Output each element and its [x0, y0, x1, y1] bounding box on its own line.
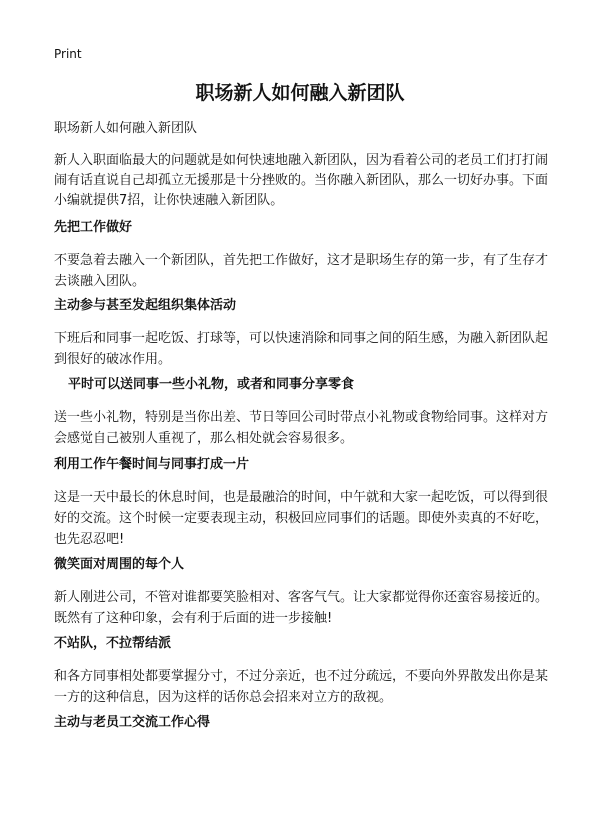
section-1	[54, 219, 548, 292]
section-2	[54, 297, 548, 370]
article-subtitle: 职场新人如何融入新团队	[54, 121, 198, 136]
section-body: 下班后和同事一起吃饭、打球等，可以快速消除和同事之间的陌生感，为融入新团队起到很好的破冰作用。	[54, 331, 549, 367]
section-7	[54, 714, 548, 732]
section-body: 新人刚进公司，不管对谁都要笑脸相对、客客气气。让大家都觉得你还蛮容易接近的。既然有了这种印象，会有利于后面的进一步接触!	[54, 590, 549, 626]
section-4	[54, 456, 548, 550]
section-body: 送一些小礼物，特别是当你出差、节日等回公司时带点小礼物或食物给同事。这样对方会感觉自己被别人重视了，那么相处就会容易很多。	[54, 410, 549, 446]
section-heading: 主动参与甚至发起组织集体活动	[54, 298, 237, 313]
section-heading: 微笑面对周围的每个人	[54, 557, 185, 572]
section-heading: 主动与老员工交流工作心得	[54, 715, 211, 730]
print-link[interactable]: Print	[54, 47, 82, 61]
section-6	[54, 635, 548, 708]
section-heading: 先把工作做好	[54, 220, 133, 235]
section-3	[54, 376, 548, 449]
section-heading: 利用工作午餐时间与同事打成一片	[54, 457, 250, 472]
section-heading: 不站队，不拉帮结派	[54, 636, 172, 651]
page-title: 职场新人如何融入新团队	[195, 82, 405, 104]
section-body: 和各方同事相处都要掌握分寸，不过分亲近，也不过分疏远，不要向外界散发出你是某一方的这种信息，因为这样的话你总会招来对立方的敌视。	[54, 669, 549, 705]
article-intro: 新人入职面临最大的问题就是如何快速地融入新团队，因为看着公司的老员工们打打闹闹有话直说自己却孤立无援那是十分挫败的。当你融入新团队，那么一切好办事。下面小编就提供7招，让你快速融入新团队。	[54, 153, 549, 208]
section-body: 不要急着去融入一个新团队，首先把工作做好，这才是职场生存的第一步，有了生存才去谈融入团队。	[54, 253, 549, 289]
section-body: 这是一天中最长的休息时间，也是最融洽的时间，中午就和大家一起吃饭，可以得到很好的交流。这个时候一定要表现主动，积极回应同事们的话题。即使外卖真的不好吃，也先忍忍吧!	[54, 490, 549, 547]
section-5	[54, 556, 548, 629]
section-heading: 平时可以送同事一些小礼物，或者和同事分享零食	[68, 377, 355, 392]
